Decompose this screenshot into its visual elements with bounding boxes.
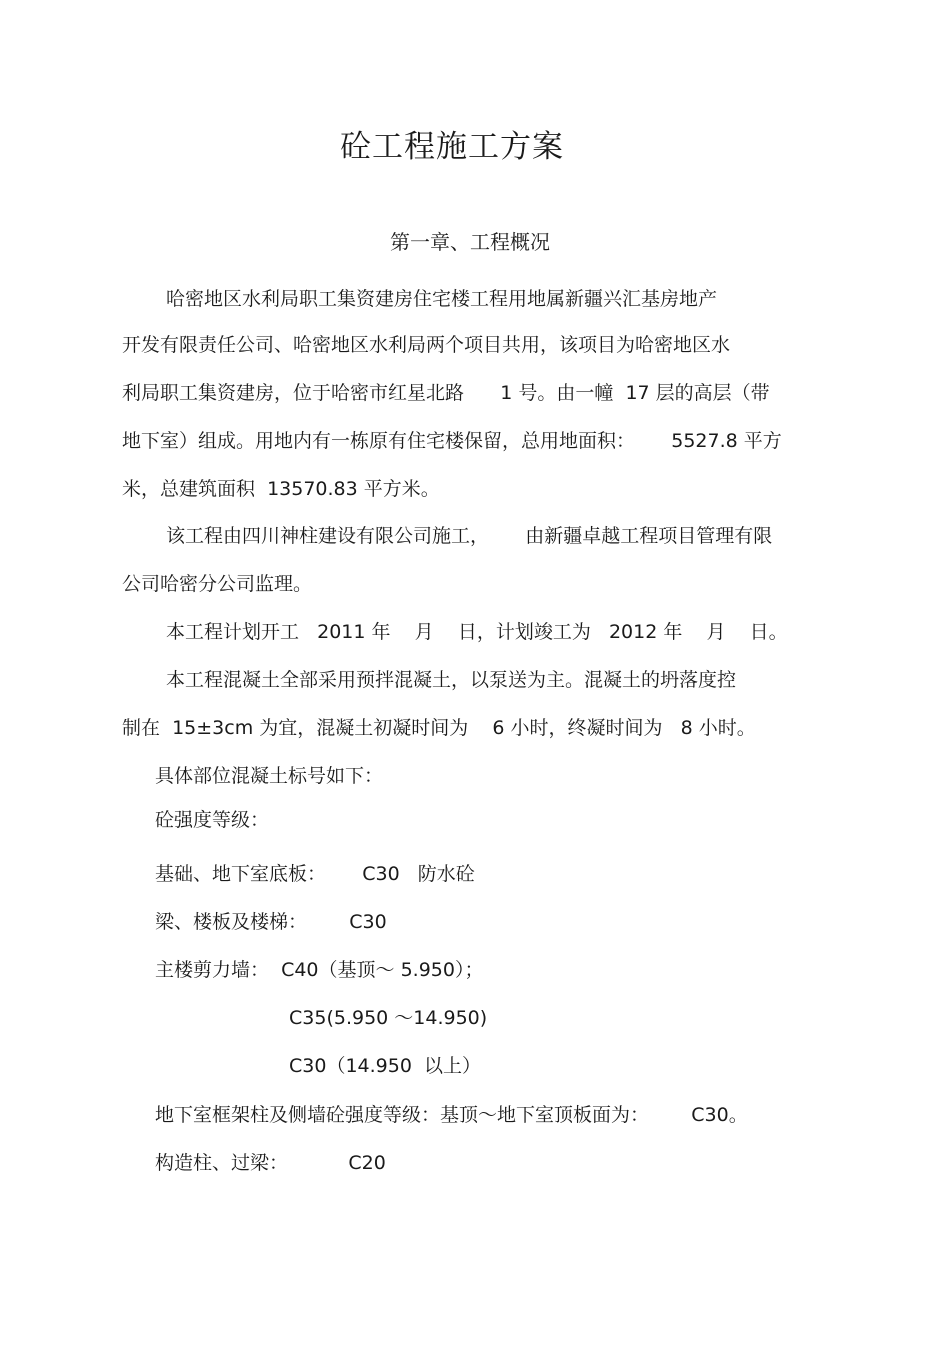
strength-item: 梁、楼板及楼梯： C30 bbox=[155, 911, 387, 933]
paragraph-line: 米，总建筑面积 13570.83 平方米。 bbox=[122, 478, 440, 500]
strength-item: C35(5.950 ～14.950) bbox=[289, 1007, 488, 1029]
paragraph-line: 具体部位混凝土标号如下： bbox=[155, 765, 384, 787]
chapter-heading: 第一章、工程概况 bbox=[390, 230, 550, 254]
strength-item: 基础、地下室底板： C30 防水砼 bbox=[155, 863, 475, 885]
paragraph-line: 本工程计划开工 2011 年 月 日，计划竣工为 2012 年 月 日。 bbox=[166, 621, 788, 643]
paragraph-line: 哈密地区水利局职工集资建房住宅楼工程用地属新疆兴汇基房地产 bbox=[166, 288, 718, 310]
paragraph-line: 开发有限责任公司、哈密地区水利局两个项目共用，该项目为哈密地区水 bbox=[122, 334, 731, 356]
paragraph-line: 利局职工集资建房，位于哈密市红星北路 1 号。由一幢 17 层的高层（带 bbox=[122, 382, 770, 404]
paragraph-line: 该工程由四川神柱建设有限公司施工， 由新疆卓越工程项目管理有限 bbox=[166, 525, 773, 547]
paragraph-line: 地下室）组成。用地内有一栋原有住宅楼保留，总用地面积： 5527.8 平方 bbox=[122, 430, 782, 452]
paragraph-line: 本工程混凝土全部采用预拌混凝土，以泵送为主。混凝土的坍落度控 bbox=[166, 669, 737, 691]
strength-item: 构造柱、过梁： C20 bbox=[155, 1152, 386, 1174]
document-title: 砼工程施工方案 bbox=[340, 129, 564, 165]
paragraph-line: 公司哈密分公司监理。 bbox=[122, 573, 313, 595]
strength-item: C30（14.950 以上） bbox=[289, 1055, 482, 1077]
strength-item: 地下室框架柱及侧墙砼强度等级：基顶～地下室顶板面为： C30。 bbox=[155, 1104, 748, 1126]
strength-item: 主楼剪力墙： C40（基顶～ 5.950）； bbox=[155, 959, 484, 981]
paragraph-line: 砼强度等级： bbox=[155, 809, 270, 831]
paragraph-line: 制在 15±3cm 为宜，混凝土初凝时间为 6 小时，终凝时间为 8 小时。 bbox=[122, 717, 756, 739]
